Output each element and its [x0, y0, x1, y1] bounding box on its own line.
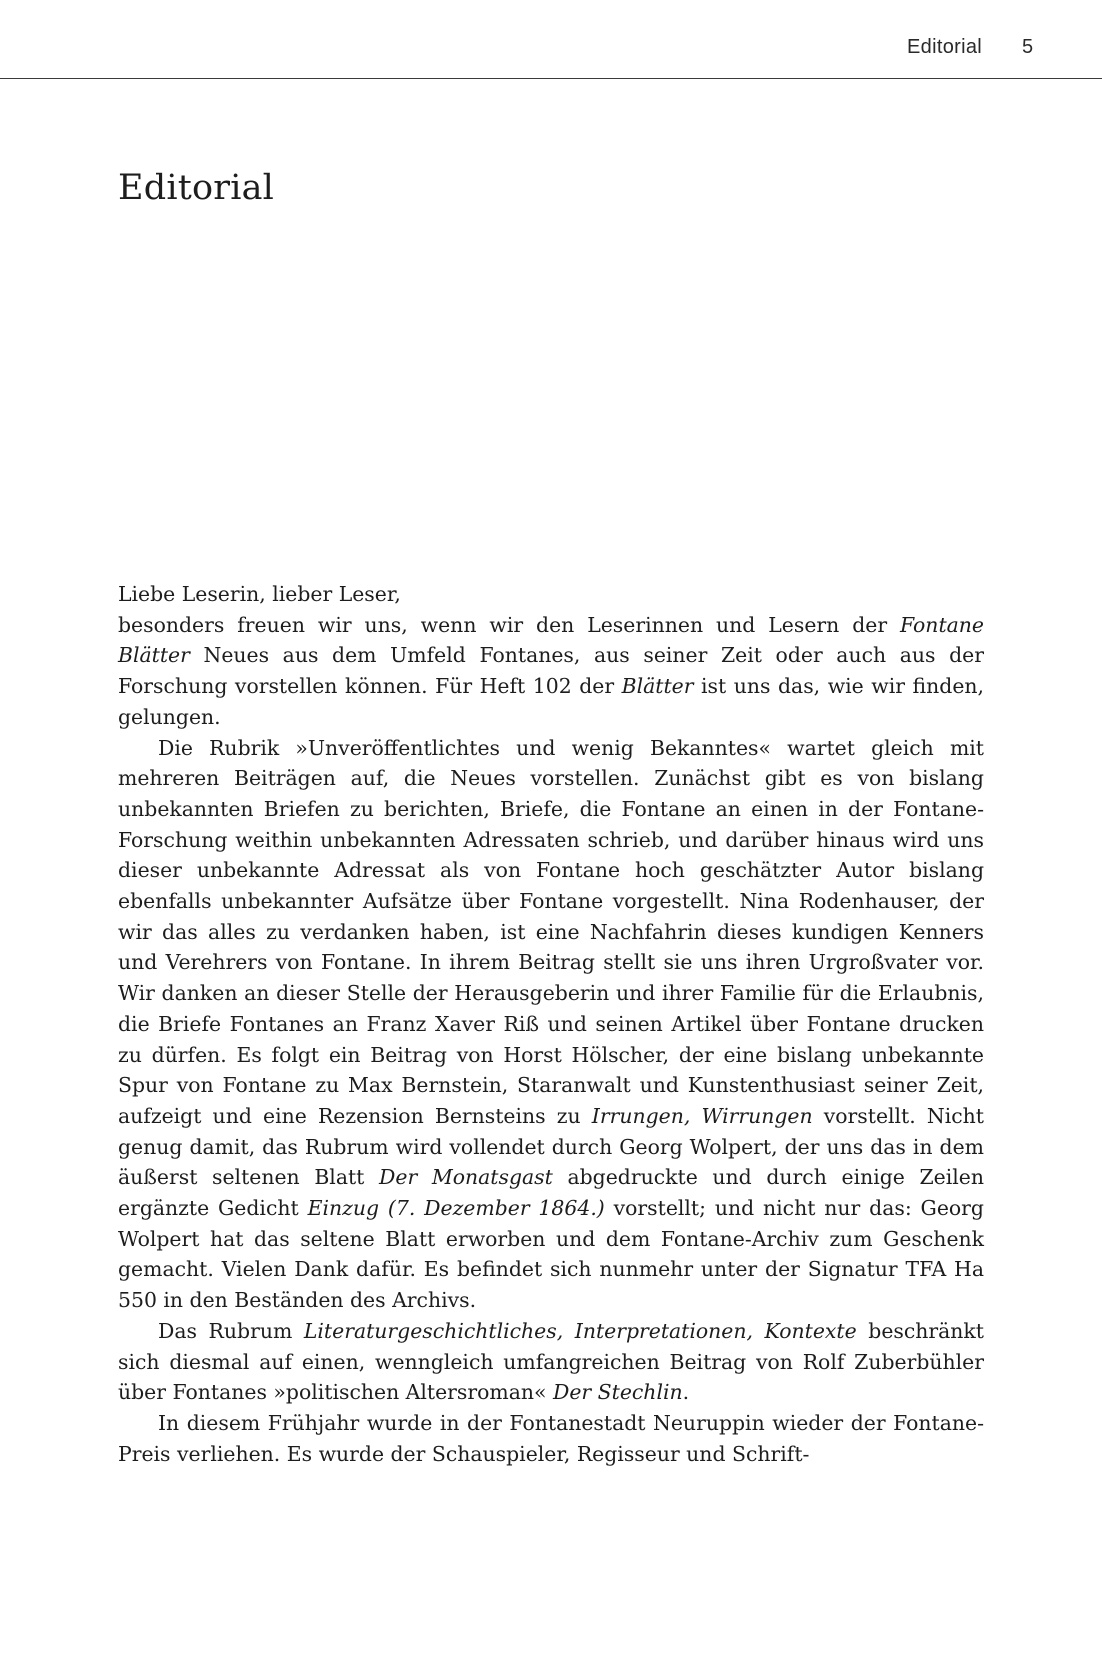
- paragraph-4-text-1: In diesem Frühjahr wurde in der Fontanestadt Neuruppin wieder der Fontane-Preis verliehen. Es wurde der Schauspieler, Regisseur und Schrift-: [118, 1410, 984, 1466]
- paragraph-1-text-2: Neues aus dem Umfeld Fontanes, aus seiner Zeit oder auch aus der Forschung vorstellen können. Für Heft 102 der: [118, 643, 984, 699]
- paragraph-3: [118, 1316, 984, 1408]
- header-rule: [0, 78, 1102, 79]
- paragraph-2-title-3: Einzug (7. Dezember 1864.): [307, 1196, 605, 1221]
- paragraph-1-title-2: Blätter: [621, 674, 694, 699]
- page-number: 5: [1022, 36, 1034, 58]
- paragraph-3-text-2: beschränkt sich diesmal auf einen, wenngleich umfangreichen Beitrag von Rolf Zuberbühler über Fontanes »politischen Altersroman«: [118, 1318, 984, 1405]
- paragraph-3-title-1: Literaturgeschichtliches, Interpretationen, Kontexte: [303, 1318, 857, 1343]
- paragraph-3-title-2: Der Stechlin: [553, 1380, 683, 1405]
- paragraph-3-text-1: Das Rubrum: [158, 1318, 304, 1343]
- paragraph-1-text-1: besonders freuen wir uns, wenn wir den Leserinnen und Lesern der: [118, 612, 900, 637]
- paragraph-2-title-2: Der Monatsgast: [379, 1165, 553, 1190]
- paragraph-2-text-4: vorstellt; und nicht nur das: Georg Wolpert hat das seltene Blatt erworben und dem Fontane-Archiv zum Geschenk gemacht. Vielen Dank dafür. Es befindet sich nunmehr unter der Signatur TFA Ha 550 in den Beständen des Archivs.: [118, 1196, 984, 1313]
- paragraph-1: [118, 610, 984, 733]
- paragraph-2-title-1: Irrungen, Wirrungen: [591, 1103, 813, 1128]
- paragraph-4: [118, 1408, 984, 1469]
- paragraph-2-text-2: vorstellt. Nicht genug damit, das Rubrum wird vollendet durch Georg Wolpert, der uns das in dem äußerst seltenen Blatt: [118, 1103, 984, 1190]
- paragraph-2: [118, 733, 984, 1316]
- paragraph-2-text-3: abgedruckte und durch einige Zeilen ergänzte Gedicht: [118, 1165, 984, 1221]
- running-head-title: Editorial: [907, 36, 982, 58]
- paragraph-3-text-3: .: [682, 1380, 690, 1405]
- paragraph-1-title-1: Fontane Blätter: [118, 612, 984, 668]
- paragraph-1-text-3: ist uns das, wie wir finden, gelungen.: [118, 674, 984, 729]
- salutation: Liebe Leserin, lieber Leser,: [118, 582, 401, 606]
- editorial-body: [118, 579, 984, 1469]
- page-title: Editorial: [118, 168, 275, 208]
- paragraph-2-text-1: Die Rubrik »Unveröffentlichtes und wenig Bekanntes« wartet gleich mit mehreren Beiträgen auf, die Neues vorstellen. Zunächst gibt es von bislang unbekannten Briefen zu berichten, Briefe, die Fontane an einen in der Fontane-Forschung weithin unbekannten Adressaten schrieb, und darüber hinaus wird uns dieser unbekannte Adressat als von Fontane hoch geschätzter Autor bislang ebenfalls unbekannter Aufsätze über Fontane vorgestellt. Nina Rodenhauser, der wir das alles zu verdanken haben, ist eine Nachfahrin dieses kundigen Kenners und Verehrers von Fontane. In ihrem Beitrag stellt sie uns ihren Urgroßvater vor. Wir danken an dieser Stelle der Herausgeberin und ihrer Familie für die Erlaubnis, die Briefe Fontanes an Franz Xaver Riß und seinen Artikel über Fontane drucken zu dürfen. Es folgt ein Beitrag von Horst Hölscher, der eine bislang unbekannte Spur von Fontane zu Max Bernstein, Staranwalt und Kunstenthusiast seiner Zeit, aufzeigt und eine Rezension Bernsteins zu: [118, 735, 984, 1128]
